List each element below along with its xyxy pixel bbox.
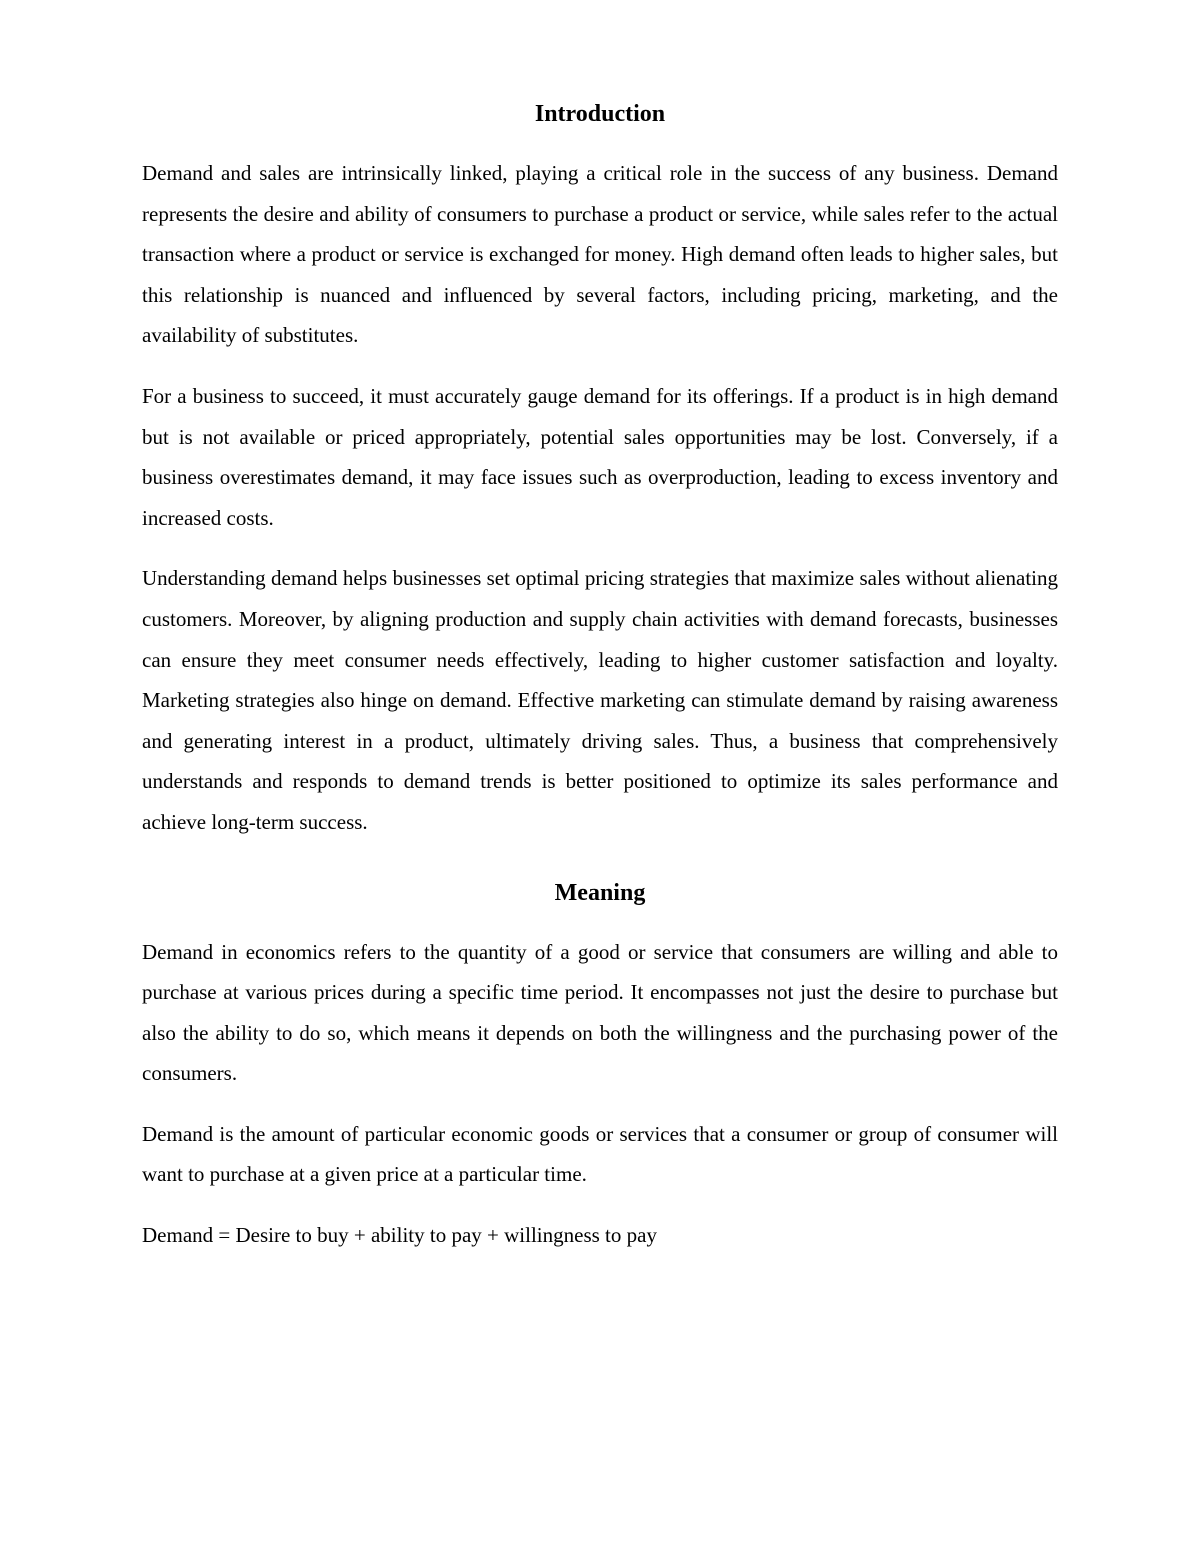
demand-formula: Demand = Desire to buy + ability to pay + willingness to pay [142, 1223, 657, 1248]
intro-paragraph-3: Understanding demand helps businesses set optimal pricing strategies that maximize sales without alienating customers. Moreover, by aligning production and supply chain activities with demand forecasts, businesses can ensure they meet consumer needs effectively, leading to higher customer satisfaction and loyalty. Marketing strategies also hinge on demand. Effective marketing can stimulate demand by raising awareness and generating interest in a product, ultimately driving sales. Thus, a business that comprehensively understands and responds to demand trends is better positioned to optimize its sales performance and achieve long-term success. [142, 566, 1058, 834]
heading-introduction: Introduction [534, 101, 666, 127]
document-body [142, 96, 1058, 1276]
meaning-paragraph-1: Demand in economics refers to the quantity of a good or service that consumers are willing and able to purchase at various prices during a specific time period. It encompasses not just the desire to purchase but also the ability to do so, which means it depends on both the willingness and the purchasing power of the consumers. [142, 939, 1058, 1086]
heading-meaning: Meaning [554, 879, 646, 906]
meaning-paragraph-2: Demand is the amount of particular economic goods or services that a consumer or group of consumer will want to purchase at a given price at a particular time. [142, 1121, 1058, 1187]
intro-paragraph-1: Demand and sales are intrinsically linked, playing a critical role in the success of any business. Demand represents the desire and ability of consumers to purchase a product or service, while sales refer to the actual transaction where a product or service is exchanged for money. High demand often leads to higher sales, but this relationship is nuanced and influenced by several factors, including pricing, marketing, and the availability of substitutes. [142, 161, 1058, 348]
intro-paragraph-2: For a business to succeed, it must accurately gauge demand for its offerings. If a product is in high demand but is not available or priced appropriately, potential sales opportunities may be lost. Conversely, if a business overestimates demand, it may face issues such as overproduction, leading to excess inventory and increased costs. [142, 383, 1058, 530]
